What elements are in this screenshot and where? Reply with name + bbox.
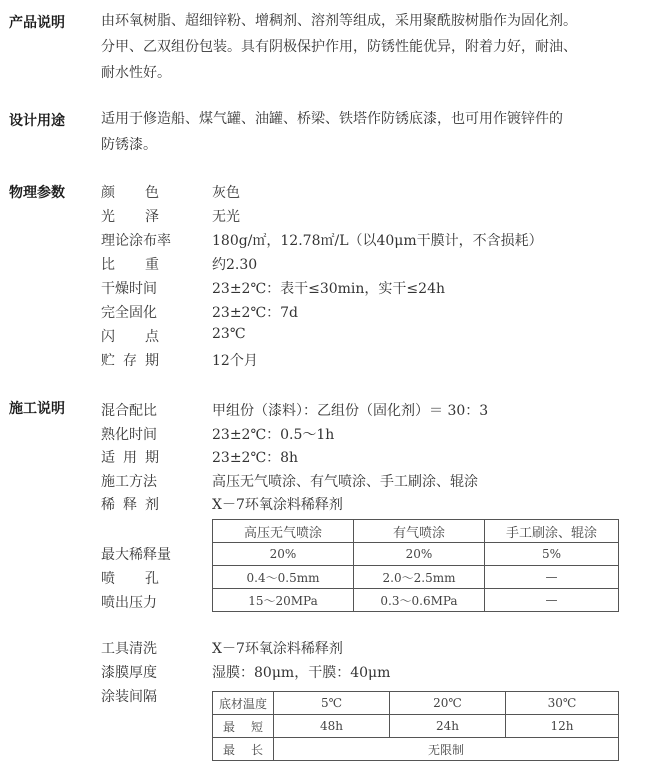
section-heading-design-usage: 设计用途 [9, 113, 65, 129]
text-line: 防锈漆。 [101, 137, 157, 153]
param-value-flash-point: 23℃ [212, 326, 246, 342]
table-row [213, 566, 619, 589]
table-cell: 无限制 [274, 738, 619, 761]
app-label-mix-ratio: 混合配比 [101, 403, 157, 419]
table-cell: — [485, 566, 619, 589]
table-cell: 2.0～2.5mm [354, 566, 485, 589]
app-label-recoat-interval: 涂装间隔 [101, 689, 157, 705]
table-header-cell: 20℃ [390, 692, 506, 715]
app-value-mix-ratio: 甲组份（漆料）：乙组份（固化剂）＝ 30：3 [212, 403, 489, 419]
table-cell: 15～20MPa [213, 589, 354, 612]
table-row [213, 692, 619, 715]
app-value-tool-cleaning: X－7环氧涂料稀释剂 [212, 641, 343, 657]
param-label-shelf-life: 贮 存 期 [101, 353, 159, 369]
spray-label-nozzle: 喷 孔 [101, 571, 159, 587]
table-cell: 最 长 [213, 738, 274, 761]
text-line: 分甲、乙双组份包装。具有阴极保护作用，防锈性能优异，附着力好，耐油、 [101, 39, 577, 55]
table-cell: 48h [274, 715, 390, 738]
table-row [213, 589, 619, 612]
table-cell: 0.4～0.5mm [213, 566, 354, 589]
text-line: 由环氧树脂、超细锌粉、增稠剂、溶剂等组成，采用聚酰胺树脂作为固化剂。 [101, 13, 577, 29]
app-value-method: 高压无气喷涂、有气喷涂、手工刷涂、辊涂 [212, 474, 478, 490]
param-label-full-cure: 完全固化 [101, 305, 157, 321]
table-row [213, 715, 619, 738]
table-header-cell: 5℃ [274, 692, 390, 715]
param-label-drying-time: 干燥时间 [101, 281, 157, 297]
table-cell: 最 短 [213, 715, 274, 738]
text-line: 适用于修造船、煤气罐、油罐、桥梁、铁塔作防锈底漆，也可用作镀锌件的 [101, 111, 563, 127]
table-header-cell: 底材温度 [213, 692, 274, 715]
param-value-drying-time: 23±2℃：表干≤30min，实干≤24h [212, 281, 445, 297]
table-header-cell: 有气喷涂 [354, 520, 485, 543]
table-cell: 24h [390, 715, 506, 738]
spray-parameter-table [212, 519, 619, 612]
param-value-gloss: 无光 [212, 209, 240, 225]
table-header-cell: 手工刷涂、辊涂 [485, 520, 619, 543]
design-usage-text [101, 106, 641, 158]
table-cell: — [485, 589, 619, 612]
section-heading-application-instructions: 施工说明 [9, 401, 65, 417]
table-cell: 20% [354, 543, 485, 566]
app-label-method: 施工方法 [101, 474, 157, 490]
app-value-thinner: X－7环氧涂料稀释剂 [212, 497, 343, 513]
app-label-induction-time: 熟化时间 [101, 427, 157, 443]
app-label-thinner: 稀 释 剂 [101, 497, 159, 513]
app-value-film-thickness: 湿膜：80μm，干膜：40μm [212, 665, 391, 681]
param-value-color: 灰色 [212, 185, 240, 201]
recoat-interval-table [212, 691, 619, 761]
app-label-film-thickness: 漆膜厚度 [101, 665, 157, 681]
app-label-tool-cleaning: 工具清洗 [101, 641, 157, 657]
table-header-cell: 高压无气喷涂 [213, 520, 354, 543]
param-value-shelf-life: 12个月 [212, 353, 258, 369]
param-label-gloss: 光 泽 [101, 209, 159, 225]
spray-label-max-thinning: 最大稀释量 [101, 547, 171, 563]
app-value-pot-life: 23±2℃：8h [212, 450, 299, 466]
param-label-coverage: 理论涂布率 [101, 233, 171, 249]
table-cell: 0.3～0.6MPa [354, 589, 485, 612]
table-cell: 12h [506, 715, 619, 738]
section-heading-product-description: 产品说明 [9, 15, 65, 31]
table-cell: 20% [213, 543, 354, 566]
table-row [213, 738, 619, 761]
product-description-text [101, 8, 641, 86]
section-heading-physical-parameters: 物理参数 [9, 185, 65, 201]
table-row [213, 543, 619, 566]
param-label-density: 比 重 [101, 257, 159, 273]
table-cell: 5% [485, 543, 619, 566]
app-label-pot-life: 适 用 期 [101, 450, 159, 466]
param-label-color: 颜 色 [101, 185, 159, 201]
table-header-cell: 30℃ [506, 692, 619, 715]
text-line: 耐水性好。 [101, 65, 171, 81]
app-value-induction-time: 23±2℃：0.5～1h [212, 427, 335, 443]
param-value-density: 约2.30 [212, 257, 258, 273]
spray-label-pressure: 喷出压力 [101, 595, 157, 611]
param-value-full-cure: 23±2℃：7d [212, 305, 298, 321]
param-label-flash-point: 闪 点 [101, 329, 159, 345]
param-value-coverage: 180g/㎡，12.78㎡/L（以40μm干膜计，不含损耗） [212, 233, 543, 249]
table-row [213, 520, 619, 543]
